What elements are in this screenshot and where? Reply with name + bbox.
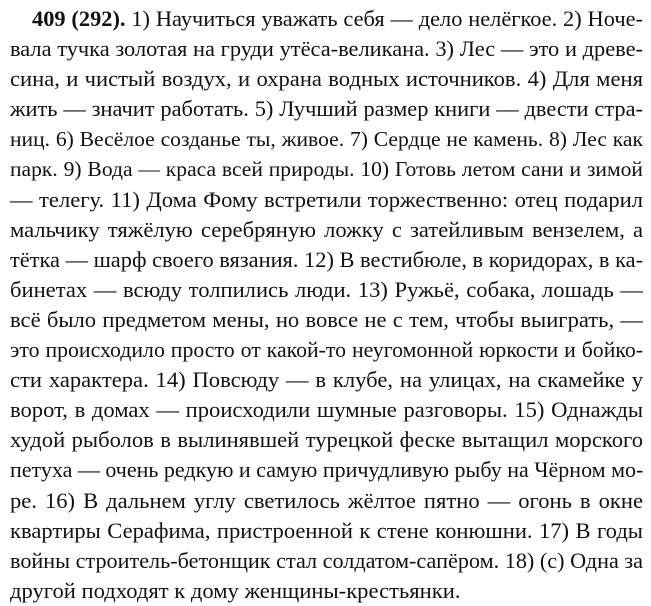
text-line-2: вала тучка золотая на груди утёса-великана. 3) Лес — это и древе-: [10, 36, 643, 62]
text-line-1: [10, 4, 643, 34]
text-line-9: тётка — шарф своего вязания. 12) В вестибюле, в коридорах, в ка-: [10, 246, 643, 272]
text-line-3: сина, и чистый воздух, и охрана водных источников. 4) Для меня: [10, 66, 643, 92]
text-line-12: это происходило просто от какой-то неугомонной юркости и бойко-: [10, 338, 643, 363]
text-line-8: мальчику тяжёлую серебряную ложку с затейливым вензелем, а: [10, 216, 643, 242]
text-line-18: квартиры Серафима, пристроенной к стене конюшни. 17) В годы: [10, 517, 643, 543]
text-line-17: ре. 16) В дальнем углу светилось жёлтое пятно — огонь в окне: [10, 487, 643, 513]
text-line-5: ниц. 6) Весёлое созданье ты, живое. 7) Сердце не камень. 8) Лес как: [10, 127, 643, 152]
text-line-16: петуха — очень редкую и самую причудливую рыбу на Чёрном мо-: [10, 457, 643, 483]
text-line-6: парк. 9) Вода — краса всей природы. 10) Готовь летом сани и зимой: [10, 157, 643, 182]
text-line-11: всё было предметом мены, но вовсе не с тем, чтобы выиграть, —: [10, 306, 643, 332]
text-line-20: другой подходят к дому женщины-крестьянки.: [10, 577, 461, 603]
text-line-19: войны строитель-бетонщик стал солдатом-сапёром. 18) (с) Одна за: [10, 547, 643, 573]
text-line-7: — телегу. 11) Дома Фому встретили торжественно: отец подарил: [10, 186, 643, 212]
text-line-10: бинетах — всюду толпились люди. 13) Ружьё, собака, лошадь —: [10, 276, 643, 302]
text-line-1-body: 1) Научиться уважать себя — дело нелёгкое. 2) Ноче-: [131, 6, 643, 31]
text-line-4: жить — значит работать. 5) Лучший размер книги — двести стра-: [10, 96, 643, 122]
text-line-15: худой рыболов в вылинявшей турецкой феске вытащил морского: [10, 427, 643, 453]
text-line-14: ворот, в домах — происходили шумные разговоры. 15) Однажды: [10, 397, 643, 423]
exercise-number: 409 (292).: [32, 6, 126, 31]
text-line-13: сти характера. 14) Повсюду — в клубе, на улицах, на скамейке у: [10, 367, 643, 393]
